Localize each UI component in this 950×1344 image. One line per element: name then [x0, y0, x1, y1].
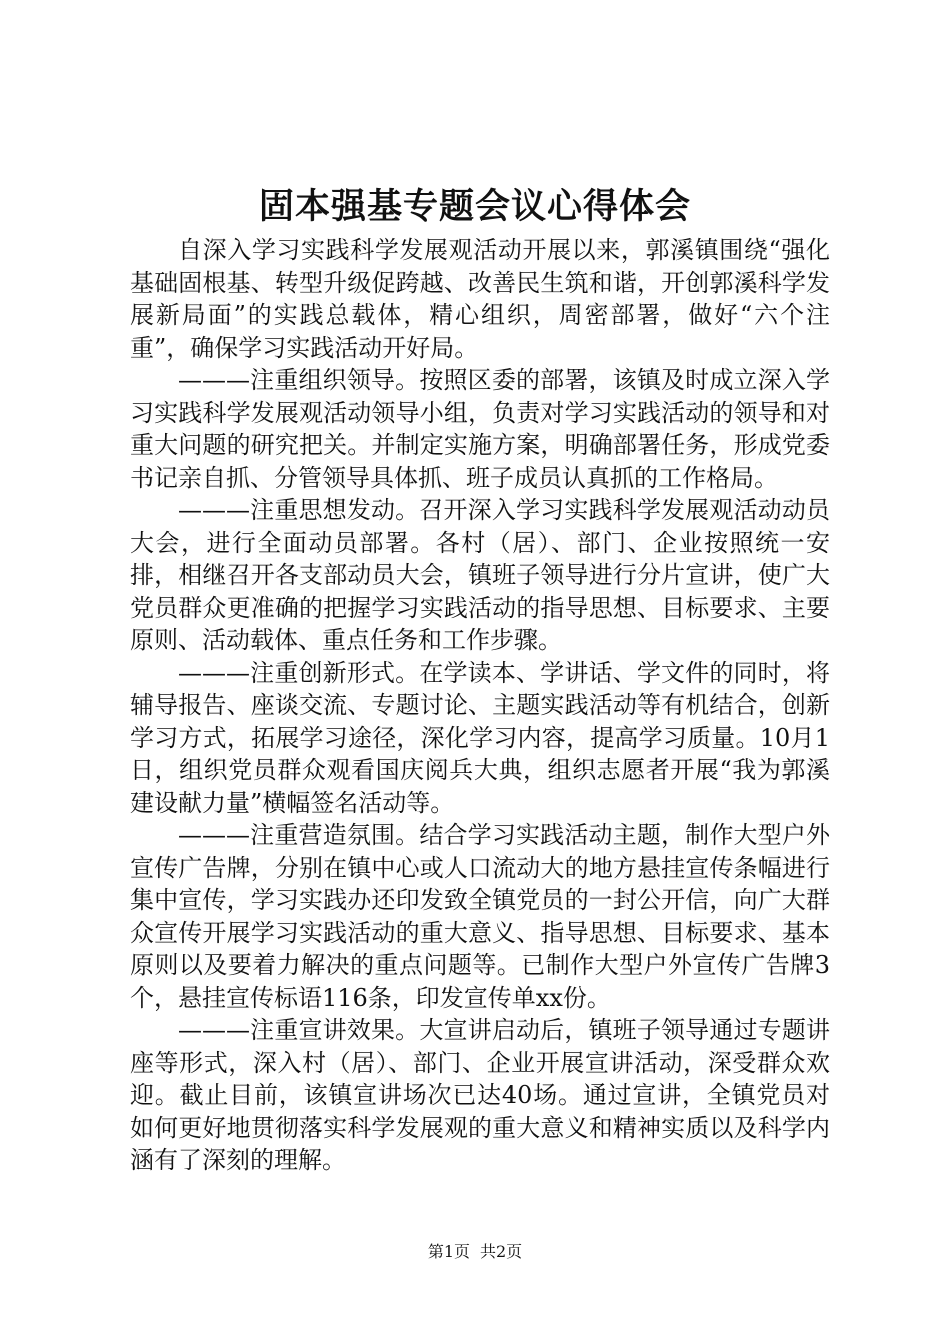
paragraph-innovation: ———注重创新形式。在学读本、学讲话、学文件的同时，将辅导报告、座谈交流、专题讨论、主题实践活动等有机结合，创新学习方式，拓展学习途径，深化学习内容，提高学习质量。10月1日，组织党员群众观看国庆阅兵大典，组织志愿者开展“我为郭溪建设献力量”横幅签名活动等。	[130, 658, 830, 817]
paragraph-mobilization: ———注重思想发动。召开深入学习实践科学发展观活动动员大会，进行全面动员部署。各村（居）、部门、企业按照统一安排，相继召开各支部动员大会，镇班子领导进行分片宣讲，使广大党员群众更准确的把握学习实践活动的指导思想、目标要求、主要原则、活动载体、重点任务和工作步骤。	[130, 496, 830, 654]
page-number: 第1页	[427, 1242, 470, 1261]
document-body	[130, 234, 830, 1177]
document-title: 固本强基专题会议心得体会	[258, 186, 691, 227]
page-total: 共2页	[480, 1242, 523, 1261]
paragraph-organization: ———注重组织领导。按照区委的部署，该镇及时成立深入学习实践科学发展观活动领导小组，负责对学习实践活动的领导和对重大问题的研究把关。并制定实施方案，明确部署任务，形成党委书记亲自抓、分管领导具体抓、班子成员认真抓的工作格局。	[130, 366, 830, 492]
paragraph-atmosphere: ———注重营造氛围。结合学习实践活动主题，制作大型户外宣传广告牌，分别在镇中心或人口流动大的地方悬挂宣传条幅进行集中宣传，学习实践办还印发致全镇党员的一封公开信，向广大群众宣传开展学习实践活动的重大意义、指导思想、目标要求、基本原则以及要着力解决的重点问题等。已制作大型户外宣传广告牌3个，悬挂宣传标语116条，印发宣传单xx份。	[130, 821, 830, 1012]
paragraph-lecture: ———注重宣讲效果。大宣讲启动后，镇班子领导通过专题讲座等形式，深入村（居）、部门、企业开展宣讲活动，深受群众欢迎。截止目前，该镇宣讲场次已达40场。通过宣讲，全镇党员对如何更好地贯彻落实科学发展观的重大意义和精神实质以及科学内涵有了深刻的理解。	[130, 1016, 830, 1174]
paragraph-intro: 自深入学习实践科学发展观活动开展以来，郭溪镇围绕“强化基础固根基、转型升级促跨越、改善民生筑和谐，开创郭溪科学发展新局面”的实践总载体，精心组织，周密部署，做好“六个注重”，确保学习实践活动开好局。	[130, 236, 830, 362]
page-footer	[0, 1240, 950, 1264]
